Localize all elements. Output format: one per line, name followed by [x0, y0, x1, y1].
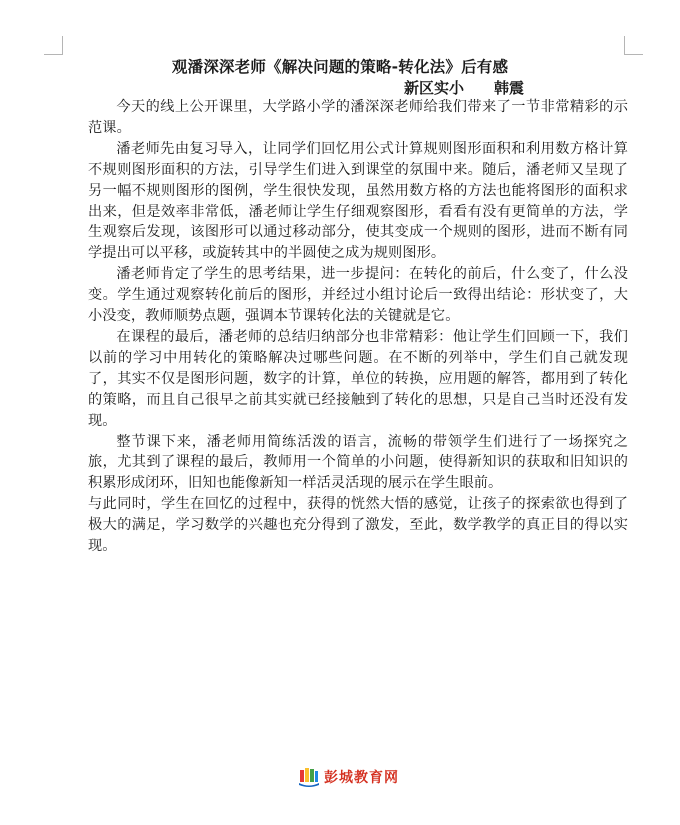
crop-mark-top-right [624, 36, 643, 55]
crop-mark-top-left [44, 36, 63, 55]
paragraph: 今天的线上公开课里，大学路小学的潘深深老师给我们带来了一节非常精彩的示范课。 [88, 99, 628, 136]
paragraph: 潘老师先由复习导入，让同学们回忆用公式计算规则图形面积和利用数方格计算不规则图形面积的方法，引导学生们进入到课堂的氛围中来。随后，潘老师又呈现了另一幅不规则图形的图例，学生很快发现，虽然用数方格的方法也能将图形的面积求出来，但是效率非常低，潘老师让学生仔细观察图形，看看有没有更简单的方法，学生观察后发现，该图形可以通过移动部分，使其变成一个规则的图形，进而不断有同学提出可以平移，或旋转其中的半圆使之成为规则图形。 [88, 140, 628, 262]
paragraph: 整节课下来，潘老师用简练活泼的语言，流畅的带领学生们进行了一场探究之旅，尤其到了课程的最后，教师用一个简单的小问题，使得新知识的获取和旧知识的积累形成闭环，旧知也能像新知一样活灵活现的展示在学生眼前。 [88, 433, 628, 492]
author-school: 新区实小 [404, 79, 465, 97]
paragraph: 与此同时，学生在回忆的过程中，获得的恍然大悟的感觉，让孩子的探索欲也得到了极大的满足，学习数学的兴趣也充分得到了激发，至此，数学教学的真正目的得以实现。 [88, 496, 628, 555]
document-title: 观潘深深老师《解决问题的策略-转化法》后有感 [171, 58, 509, 76]
paragraph: 在课程的最后，潘老师的总结归纳部分也非常精彩：他让学生们回顾一下，我们以前的学习中用转化的策略解决过哪些问题。在不断的列举中，学生们自己就发现了，其实不仅是图形问题，数字的计算，单位的转换，应用题的解答，都用到了转化的策略，而且自己很早之前其实就已经接触到了转化的思想，只是自己当时还没有发现。 [88, 328, 628, 429]
paragraph: 潘老师肯定了学生的思考结果，进一步提问：在转化的前后，什么变了，什么没变。学生通过观察转化前后的图形，并经过小组讨论后一致得出结论：形状变了，大小没变，教师顺势点题，强调本节课转化法的关键就是它。 [88, 266, 628, 325]
book-logo-icon [298, 766, 320, 788]
author-line [404, 78, 524, 98]
document-body [88, 97, 628, 557]
watermark-text: 彭城教育网 [324, 770, 399, 786]
author-name: 韩震 [494, 79, 525, 97]
watermark-logo [298, 766, 399, 788]
